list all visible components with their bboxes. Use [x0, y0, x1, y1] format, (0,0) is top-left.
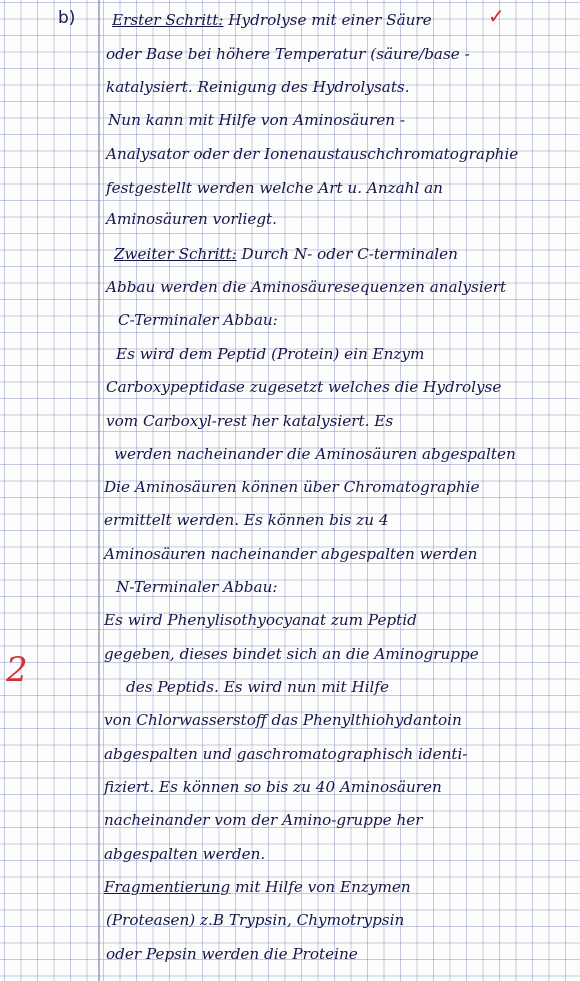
line-text: katalysiert. Reinigung des Hydrolysats.	[106, 78, 410, 96]
text-line	[106, 906, 404, 934]
text-line	[106, 73, 410, 101]
text-line	[104, 740, 467, 768]
line-text: Die Aminosäuren können über Chromatographie	[104, 478, 480, 496]
section-heading: Fragmentierung	[104, 878, 231, 896]
text-line	[104, 640, 479, 668]
text-line	[104, 773, 442, 801]
line-text: Es wird dem Peptid (Protein) ein Enzym	[116, 345, 425, 363]
line-text: gegeben, dieses bindet sich an die Aminogruppe	[104, 645, 479, 663]
text-line	[108, 106, 405, 134]
line-text: abgespalten und gaschromatographisch identi-	[104, 745, 468, 763]
text-line	[104, 606, 417, 634]
part-label: b)	[58, 8, 76, 28]
line-text: Nun kann mit Hilfe von Aminosäuren -	[108, 111, 406, 129]
text-line	[104, 873, 411, 901]
line-text: C-Terminaler Abbau:	[118, 311, 278, 329]
grade-mark: 2	[6, 650, 28, 690]
line-text: (Proteasen) z.B Trypsin, Chymotrypsin	[106, 911, 405, 929]
line-text: Aminosäuren nacheinander abgespalten werden	[104, 545, 478, 563]
text-line	[116, 573, 277, 601]
text-line	[106, 940, 358, 968]
text-line	[118, 306, 278, 334]
text-line	[114, 240, 458, 268]
line-text: fiziert. Es können so bis zu 40 Aminosäuren	[104, 778, 442, 796]
text-line	[114, 440, 516, 468]
text-line	[126, 673, 389, 701]
line-text: vom Carboxyl-rest her katalysiert. Es	[106, 412, 394, 430]
section-heading: Erster Schritt:	[112, 11, 224, 29]
line-text: Hydrolyse mit einer Säure	[223, 11, 432, 29]
text-line	[104, 540, 477, 568]
text-line	[106, 273, 506, 301]
text-line	[106, 407, 393, 435]
line-text: nacheinander vom der Amino-gruppe her	[104, 811, 423, 829]
text-line	[106, 373, 501, 401]
line-text: oder Pepsin werden die Proteine	[106, 945, 358, 963]
text-line	[104, 806, 422, 834]
line-text: Analysator oder der Ionenaustauschchromatographie	[106, 145, 519, 163]
line-text: mit Hilfe von Enzymen	[230, 878, 411, 896]
line-text: Durch N- oder C-terminalen	[236, 245, 458, 263]
margin-line	[98, 0, 100, 981]
text-line	[104, 506, 389, 534]
line-text: N-Terminaler Abbau:	[116, 578, 278, 596]
section-heading: Zweiter Schritt:	[114, 245, 237, 263]
text-line	[106, 40, 470, 68]
text-line	[104, 706, 462, 734]
line-text: von Chlorwasserstoff das Phenylthiohydantoin	[104, 711, 462, 729]
line-text: abgespalten werden.	[104, 845, 266, 863]
text-line	[112, 6, 432, 34]
line-text: Aminosäuren vorliegt.	[106, 210, 277, 228]
text-line	[106, 140, 518, 168]
line-text: Abbau werden die Aminosäuresequenzen analysiert	[106, 278, 507, 296]
text-line	[116, 340, 424, 368]
line-text: werden nacheinander die Aminosäuren abgespalten	[114, 445, 516, 463]
line-text: Es wird Phenylisothyocyanat zum Peptid	[104, 611, 417, 629]
text-line	[106, 174, 443, 202]
check-mark-icon: ✓	[488, 4, 505, 28]
text-line	[104, 473, 479, 501]
line-text: Carboxypeptidase zugesetzt welches die Hydrolyse	[106, 378, 502, 396]
text-line	[106, 205, 277, 233]
text-line	[104, 840, 265, 868]
line-text: ermittelt werden. Es können bis zu 4	[104, 511, 389, 529]
line-text: festgestellt werden welche Art u. Anzahl an	[106, 179, 443, 197]
line-text: oder Base bei höhere Temperatur (säure/base -	[106, 45, 470, 63]
line-text: des Peptids. Es wird nun mit Hilfe	[126, 678, 390, 696]
